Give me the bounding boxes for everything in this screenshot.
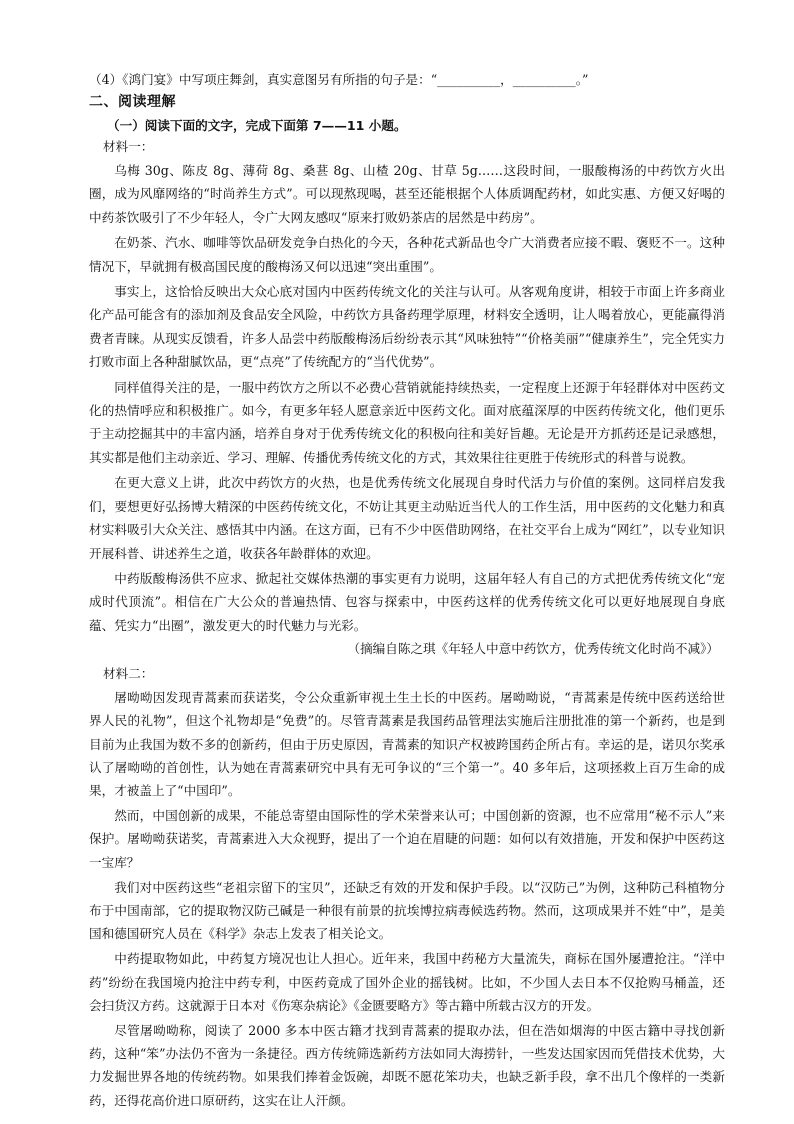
subsection-title: （一）阅读下面的文字，完成下面第 7——11 小题。 [107,118,407,133]
material-2 [89,665,725,1112]
material-1-paragraph: 在更大意义上讲，此次中药饮方的火热，也是优秀传统文化展现自身时代活力与价值的案例。这同样启发我们，要想更好弘扬博大精深的中医药传统文化，不妨让其更主动贴近当代人的工作生活，用中医药的文化魅力和真材实料吸引大众关注、感悟其中内涵。在这方面，已有不少中医借助网络，在社交平台上成为“网红”，以专业知识开展科普、讲述养生之道，收获各年龄群体的欢迎。 [89,475,725,561]
material-2-label: 材料二： [103,666,154,682]
material-2-paragraph: 中药提取物如此，中药复方境况也让人担心。近年来，我国中药秘方大量流失，商标在国外屡遭抢注。“洋中药”纷纷在我国境内抢注中药专利，中医药竟成了国外企业的摇钱树。比如，不少国人去日本不仅抢购马桶盖，还会扫货汉方药。这就源于日本对《伤寒杂病论》《金匮要略方》等古籍中所载古汉方的开发。 [89,951,725,1013]
material-1-paragraph: 乌梅 30g、陈皮 8g、薄荷 8g、桑葚 8g、山楂 20g、甘草 5g……这段时间，一服酸梅汤的中药饮方火出圈，成为风靡网络的“时尚养生方式”。可以现熬现喝，甚至还能根据个人体质调配药材，如此实惠、方便又好喝的中药茶饮吸引了不少年轻人，令广大网友感叹“原来打败奶茶店的居然是中药房”。 [89,163,725,225]
material-1-paragraph: 事实上，这恰恰反映出大众心底对国内中医药传统文化的关注与认可。从客观角度讲，相较于市面上许多商业化产品可能含有的添加剂及食品安全风险，中药饮方具备药理学原理，材料安全透明，让人喝着放心，更能赢得消费者青睐。从现实反馈看，许多人品尝中药版酸梅汤后纷纷表示其“风味独特”“价格美丽”“健康养生”，完全凭实力打败市面上各种甜腻饮品，更“点亮”了传统配方的“当代优势”。 [89,284,725,370]
material-1-label: 材料一： [103,139,154,154]
material-1-paragraph: 在奶茶、汽水、咖啡等饮品研发竞争白热化的今天，各种花式新品也令广大消费者应接不暇、褒贬不一。这种情况下，早就拥有极高国民度的酸梅汤又何以迅速“突出重围”。 [89,235,725,274]
page-content [89,71,725,1114]
question-4: （4）《鸿门宴》中写项庄舞剑，真实意图另有所指的句子是：“__________，__________。” [89,72,589,87]
material-2-paragraph: 然而，中国创新的成果，不能总寄望由国际性的学术荣誉来认可；中国创新的资源，也不应常用“秘不示人”来保护。屠呦呦获诺奖，青蒿素进入大众视野，提出了一个迫在眉睫的问题：如何以有效措施，开发和保护中医药这一宝库？ [89,808,725,870]
material-1 [89,138,725,659]
material-1-paragraph: 同样值得关注的是，一服中药饮方之所以不必费心营销就能持续热卖，一定程度上还源于年轻群体对中医药文化的热情呼应和积极推广。如今，有更多年轻人愿意亲近中医药文化。面对底蕴深厚的中医药传统文化，他们更乐于主动挖掘其中的丰富内涵，培养自身对于优秀传统文化的积极向往和美好旨趣。无论是开方抓药还是记录感想，其实都是他们主动亲近、学习、理解、传播优秀传统文化的方式，其效果往往更胜于传统形式的科普与说教。 [89,379,725,465]
section-title: 二、阅读理解 [89,94,176,110]
material-2-paragraph: 我们对中医药这些“老祖宗留下的宝贝”，还缺乏有效的开发和保护手段。以“汉防己”为例，这种防己科植物分布于中国南部，它的提取物汉防己碱是一种很有前景的抗埃博拉病毒候选药物。然而，这项成果并不姓“中”，是美国和德国研究人员在《科学》杂志上发表了相关论文。 [89,879,725,942]
material-2-paragraph: 屠呦呦因发现青蒿素而获诺奖，令公众重新审视土生土长的中医药。屠呦呦说，“青蒿素是传统中医药送给世界人民的礼物”，但这个礼物却是“免费”的。尽管青蒿素是我国药品管理法实施后注册批准的第一个新药，也是到目前为止我国为数不多的创新药，但由于历史原因，青蒿素的知识产权被跨国药企所占有。幸运的是，诺贝尔奖承认了屠呦呦的首创性，认为她在青蒿素研究中具有无可争议的“三个第一”。40 多年后，这项拯救上百万生命的成果，才被盖上了“中国印”。 [89,690,725,798]
material-2-paragraph: 尽管屠呦呦称，阅读了 2000 多本中医古籍才找到青蒿素的提取办法，但在浩如烟海的中医古籍中寻找创新药，这种“笨”办法仍不啻为一条捷径。西方传统筛选新药方法如同大海捞针，一些发达国家因而凭借技术优势，大力发掘世界各地的传统药物。如果我们捧着金饭碗，却既不愿花笨功夫，也缺乏新手段，拿不出几个像样的一类新药，还得花高价进口原研药，这实在让人汗颜。 [89,1022,725,1108]
material-1-paragraph: 中药版酸梅汤供不应求、掀起社交媒体热潮的事实更有力说明，这届年轻人有自己的方式把优秀传统文化“宠成时代顶流”。相信在广大公众的普遍热情、包容与探索中，中医药这样的优秀传统文化可以更好地展现自身底蕴、凭实力“出圈”，激发更大的时代魅力与光彩。 [89,570,725,633]
material-1-source: （摘编自陈之琪《年轻人中意中药饮方，优秀传统文化时尚不减》） [347,641,719,657]
